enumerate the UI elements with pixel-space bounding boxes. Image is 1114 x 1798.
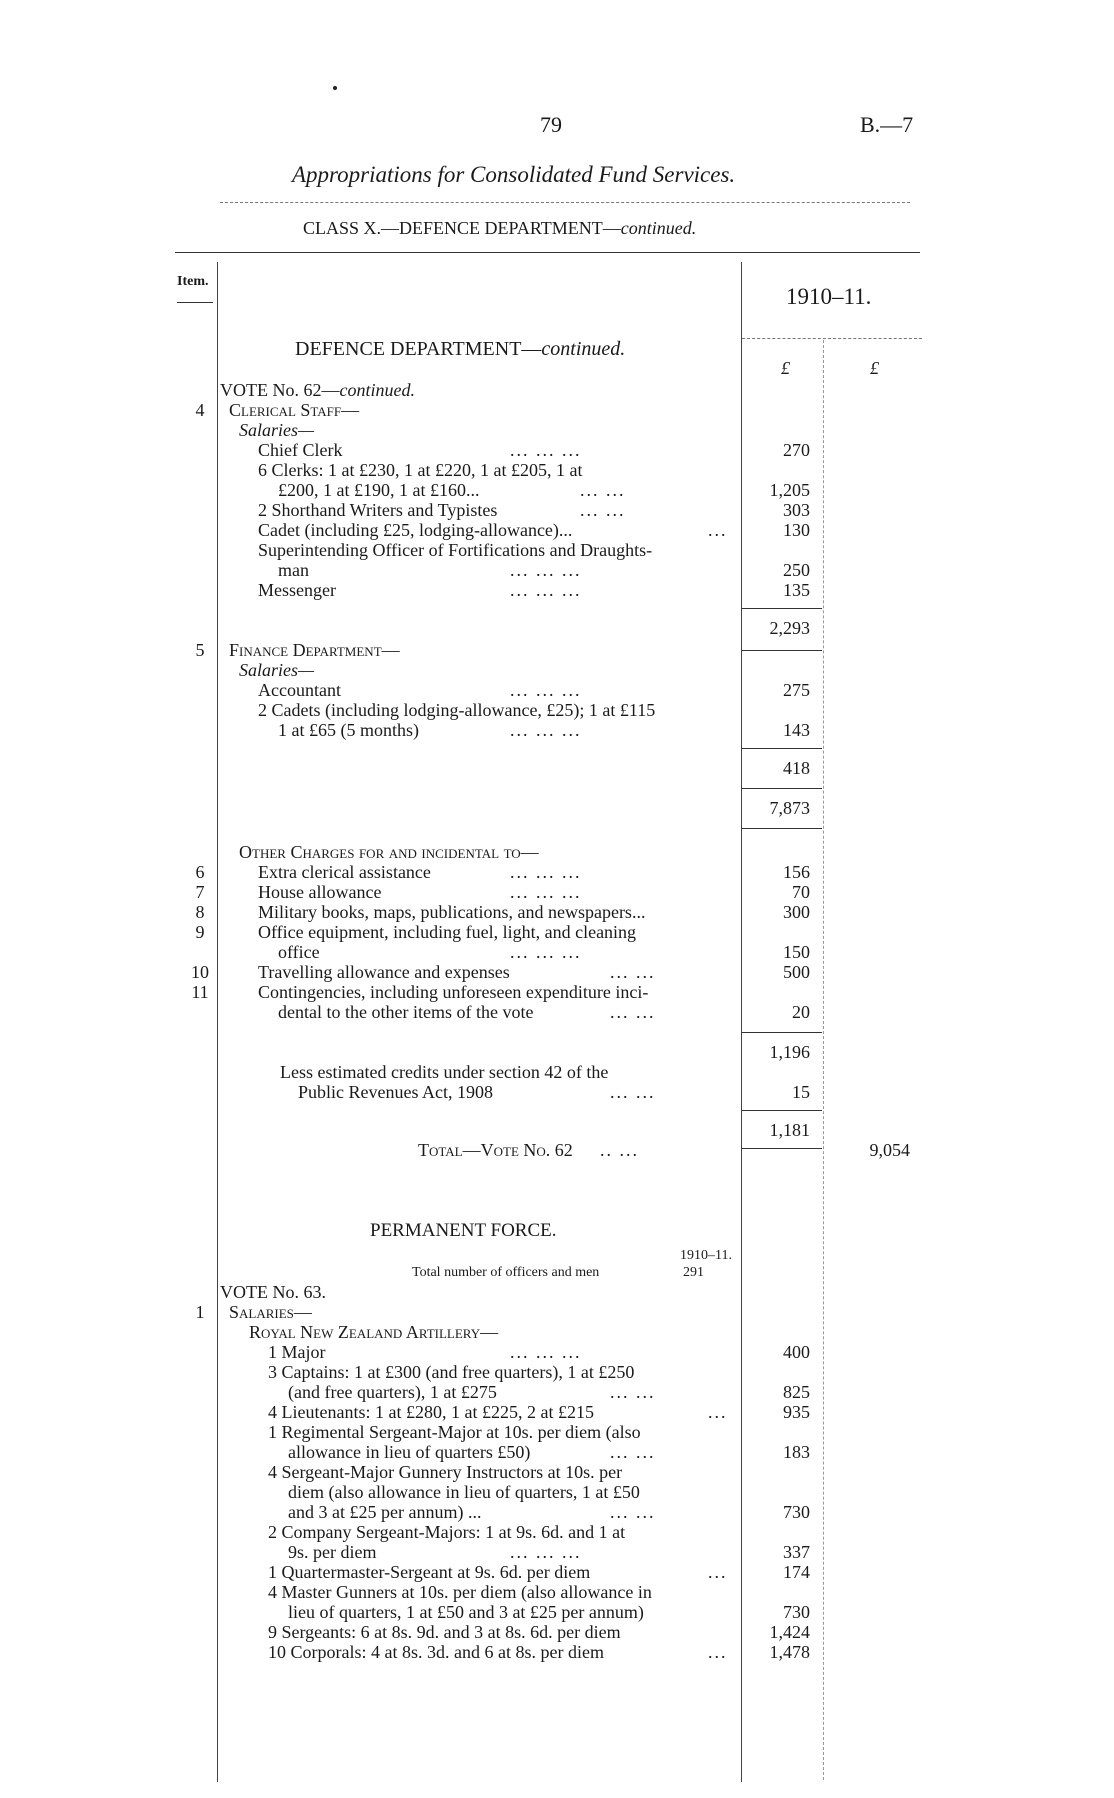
other-charges-subtotal: 1,196 xyxy=(769,1042,810,1062)
entry-text: Military books, maps, publications, and newspapers... xyxy=(258,902,646,922)
leader-dots: ... xyxy=(708,1562,728,1582)
less-credits-line-2: Public Revenues Act, 1908 xyxy=(298,1082,493,1102)
amount-value: 156 xyxy=(783,862,810,882)
amount-value: 150 xyxy=(783,942,810,962)
amount-value: 20 xyxy=(792,1002,810,1022)
entry-text: diem (also allowance in lieu of quarters, 1 at £50 xyxy=(288,1482,640,1502)
entry-text: Superintending Officer of Fortifications and Draughts- xyxy=(258,540,653,560)
amount-value: 1,424 xyxy=(769,1622,810,1642)
entry-text: 2 Shorthand Writers and Typistes xyxy=(258,500,498,520)
title-rule xyxy=(220,202,910,203)
vote-62-heading xyxy=(220,380,415,400)
page-title: Appropriations for Consolidated Fund Services. xyxy=(292,162,736,187)
amount-value: 130 xyxy=(783,520,810,540)
amount-value: 1,205 xyxy=(769,480,810,500)
leader-dots: ... ... ... xyxy=(510,440,582,460)
leader-dots: ... ... ... xyxy=(510,680,582,700)
leader-dots: ... ... xyxy=(610,1082,656,1102)
entry-text: Travelling allowance and expenses xyxy=(258,962,510,982)
amount-value: 183 xyxy=(783,1442,810,1462)
class-heading xyxy=(303,218,696,239)
leader-dots: ... ... ... xyxy=(510,1542,582,1562)
subtotal-rule xyxy=(742,1148,822,1149)
amount-value: 730 xyxy=(783,1602,810,1622)
amount-value: 935 xyxy=(783,1402,810,1422)
year-header-rule xyxy=(742,338,922,339)
subtotal-rule xyxy=(742,608,822,609)
amount-value: 70 xyxy=(792,882,810,902)
other-charges-net: 1,181 xyxy=(769,1120,810,1140)
item-column-divider xyxy=(217,262,218,1782)
amount-value: 270 xyxy=(783,440,810,460)
officers-total-value: 291 xyxy=(683,1265,704,1280)
leader-dots: ... ... xyxy=(610,1502,656,1522)
vote-63-heading: VOTE No. 63. xyxy=(220,1282,326,1302)
entry-text: Cadet (including £25, lodging-allowance)... xyxy=(258,520,573,540)
entry-text: dental to the other items of the vote xyxy=(278,1002,534,1022)
leader-dots: .. ... xyxy=(600,1140,639,1160)
entry-text: 1 Quartermaster-Sergeant at 9s. 6d. per diem xyxy=(268,1562,591,1582)
vote-63-salaries-label: Salaries— xyxy=(229,1302,312,1322)
subtotal-rule xyxy=(742,1032,822,1033)
amount-value: 400 xyxy=(783,1342,810,1362)
leader-dots: ... xyxy=(708,1642,728,1662)
amount-value: 337 xyxy=(783,1542,810,1562)
clerical-staff-heading: Clerical Staff— xyxy=(229,400,360,420)
entry-text: Messenger xyxy=(258,580,336,600)
vote-62-total-amount: 9,054 xyxy=(869,1140,910,1160)
clerical-subtotal: 2,293 xyxy=(769,618,810,638)
entry-text: lieu of quarters, 1 at £50 and 3 at £25 per annum) xyxy=(288,1602,644,1622)
document-code: B.—7 xyxy=(860,112,914,137)
item-number: 7 xyxy=(195,882,205,902)
subtotal-rule xyxy=(742,748,822,749)
section-heading-defence-continued: continued. xyxy=(541,338,626,360)
item-number: 4 xyxy=(195,400,205,420)
leader-dots: ... ... ... xyxy=(510,720,582,740)
column-header-pound-2: £ xyxy=(870,358,879,378)
officers-total-label: Total number of officers and men xyxy=(412,1265,600,1280)
amount-value: 143 xyxy=(783,720,810,740)
salaries-total: 7,873 xyxy=(769,798,810,818)
entry-text: 1 Major xyxy=(268,1342,326,1362)
entry-text: Office equipment, including fuel, light, and cleaning xyxy=(258,922,637,942)
entry-text: Accountant xyxy=(258,680,341,700)
entry-text: man xyxy=(278,560,309,580)
less-credits-amount: 15 xyxy=(792,1082,810,1102)
entry-text: and 3 at £25 per annum) ... xyxy=(288,1502,482,1522)
item-number: 11 xyxy=(191,982,209,1002)
item-number: 1 xyxy=(195,1302,205,1322)
finance-subtotal: 418 xyxy=(783,758,810,778)
class-heading-main: CLASS X.—DEFENCE DEPARTMENT— xyxy=(303,218,621,238)
leader-dots: ... ... ... xyxy=(510,862,582,882)
entry-text: 4 Lieutenants: 1 at £280, 1 at £225, 2 at £215 xyxy=(268,1402,594,1422)
entry-text: Chief Clerk xyxy=(258,440,343,460)
amount-value: 275 xyxy=(783,680,810,700)
column-header-pound-1: £ xyxy=(781,358,790,378)
officers-year-label: 1910–11. xyxy=(680,1248,732,1263)
entry-text: 4 Master Gunners at 10s. per diem (also allowance in xyxy=(268,1582,652,1602)
entry-text: 6 Clerks: 1 at £230, 1 at £220, 1 at £205, 1 at xyxy=(258,460,583,480)
leader-dots: ... ... xyxy=(610,1002,656,1022)
amount-value: 1,478 xyxy=(769,1642,810,1662)
column-header-item: Item. xyxy=(177,274,209,289)
entry-text: Contingencies, including unforeseen expenditure inci- xyxy=(258,982,649,1002)
other-charges-heading: Other Charges for and incidental to— xyxy=(239,842,539,862)
item-number: 9 xyxy=(195,922,205,942)
leader-dots: ... ... xyxy=(580,480,626,500)
section-heading-permanent-force: PERMANENT FORCE. xyxy=(370,1220,557,1241)
item-header-rule xyxy=(177,302,213,303)
leader-dots: ... ... ... xyxy=(510,1342,582,1362)
entry-text: 4 Sergeant-Major Gunnery Instructors at 10s. per xyxy=(268,1462,623,1482)
entry-text: 10 Corporals: 4 at 8s. 3d. and 6 at 8s. per diem xyxy=(268,1642,604,1662)
amount-value: 174 xyxy=(783,1562,810,1582)
entry-text: office xyxy=(278,942,320,962)
leader-dots: ... ... ... xyxy=(510,942,582,962)
amount-value: 300 xyxy=(783,902,810,922)
amount-value: 825 xyxy=(783,1382,810,1402)
less-credits-line-1: Less estimated credits under section 42 of the xyxy=(280,1062,609,1082)
subtotal-rule xyxy=(742,650,822,651)
entry-text: 9s. per diem xyxy=(288,1542,377,1562)
subtotal-rule xyxy=(742,1110,822,1111)
leader-dots: ... xyxy=(708,520,728,540)
clerical-salaries-label: Salaries— xyxy=(239,420,315,440)
entry-text: 2 Company Sergeant-Majors: 1 at 9s. 6d. and 1 at xyxy=(268,1522,626,1542)
leader-dots: ... ... xyxy=(610,962,656,982)
entry-text: £200, 1 at £190, 1 at £160... xyxy=(278,480,480,500)
amount-value: 303 xyxy=(783,500,810,520)
entry-text: allowance in lieu of quarters £50) xyxy=(288,1442,531,1462)
entry-text: 3 Captains: 1 at £300 (and free quarters), 1 at £250 xyxy=(268,1362,635,1382)
artillery-heading: Royal New Zealand Artillery— xyxy=(249,1322,499,1342)
entry-text: (and free quarters), 1 at £275 xyxy=(288,1382,497,1402)
leader-dots: ... ... ... xyxy=(510,560,582,580)
amount-value: 250 xyxy=(783,560,810,580)
leader-dots: ... ... ... xyxy=(510,882,582,902)
class-heading-continued: continued. xyxy=(620,218,697,238)
entry-text: 2 Cadets (including lodging-allowance, £25); 1 at £115 xyxy=(258,700,656,720)
vote-62-continued: continued. xyxy=(339,380,415,400)
entry-text: 1 Regimental Sergeant-Major at 10s. per diem (also xyxy=(268,1422,641,1442)
item-number: 8 xyxy=(195,902,205,922)
subtotal-rule xyxy=(742,828,822,829)
amount-value: 730 xyxy=(783,1502,810,1522)
finance-salaries-label: Salaries— xyxy=(239,660,315,680)
amount-value: 135 xyxy=(783,580,810,600)
vote-62-total-label: Total—Vote No. 62 xyxy=(418,1140,573,1160)
amount-value: 500 xyxy=(783,962,810,982)
section-heading-defence xyxy=(295,338,625,361)
item-number: 5 xyxy=(195,640,205,660)
section-heading-defence-main: DEFENCE DEPARTMENT— xyxy=(295,338,542,360)
leader-dots: ... xyxy=(708,1402,728,1422)
vote-62-label: VOTE No. 62— xyxy=(220,380,340,400)
item-number: 10 xyxy=(191,962,209,982)
table-top-rule xyxy=(175,252,920,253)
leader-dots: ... ... xyxy=(610,1442,656,1462)
finance-department-heading: Finance Department— xyxy=(229,640,400,660)
item-number: 6 xyxy=(195,862,205,882)
leader-dots: ... ... ... xyxy=(510,580,582,600)
amount-column-divider-2 xyxy=(823,340,824,1780)
entry-text: 1 at £65 (5 months) xyxy=(278,720,419,740)
entry-text: House allowance xyxy=(258,882,382,902)
print-speck xyxy=(333,86,337,90)
leader-dots: ... ... xyxy=(610,1382,656,1402)
leader-dots: ... ... xyxy=(580,500,626,520)
subtotal-rule xyxy=(742,788,822,789)
column-header-year: 1910–11. xyxy=(786,284,872,309)
entry-text: 9 Sergeants: 6 at 8s. 9d. and 3 at 8s. 6d. per diem xyxy=(268,1622,621,1642)
entry-text: Extra clerical assistance xyxy=(258,862,431,882)
page-number: 79 xyxy=(540,112,562,137)
